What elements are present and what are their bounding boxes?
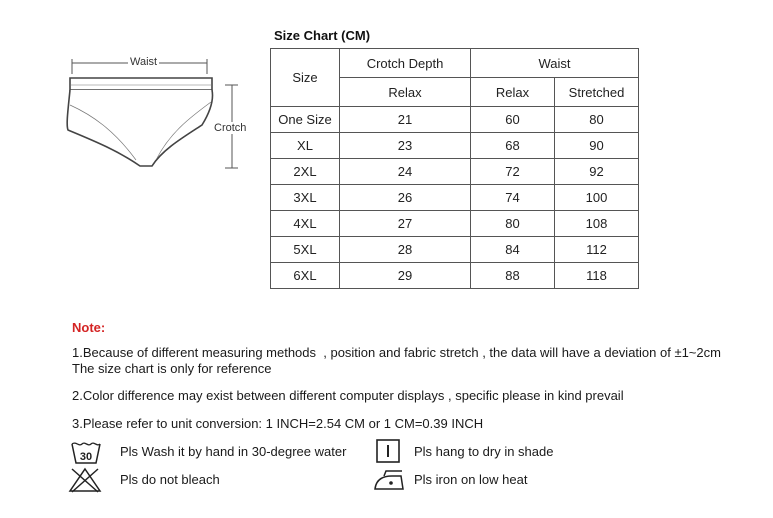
crotch-depth-header: Crotch Depth	[340, 49, 471, 78]
crotch-cell: 23	[340, 133, 471, 159]
waist-relax-cell: 88	[471, 263, 555, 289]
size-cell: XL	[271, 133, 340, 159]
waist-relax-cell: 84	[471, 237, 555, 263]
table-row	[271, 185, 639, 211]
crotch-cell: 24	[340, 159, 471, 185]
table-row	[271, 159, 639, 185]
waist-label: Waist	[130, 56, 158, 68]
size-cell: 5XL	[271, 237, 340, 263]
size-cell: 4XL	[271, 211, 340, 237]
waist-stretched-cell: 118	[555, 263, 639, 289]
note-title: Note:	[72, 320, 106, 335]
waist-stretched-cell: 92	[555, 159, 639, 185]
waist-relax-cell: 74	[471, 185, 555, 211]
note-line-1a: 1.Because of different measuring methods , position and fabric stretch , the data will have a deviation of ±1~2cm	[72, 345, 721, 360]
crotch-label: Crotch	[214, 122, 247, 134]
waist-relax-cell: 72	[471, 159, 555, 185]
note-line-3: 3.Please refer to unit conversion: 1 INCH=2.54 CM or 1 CM=0.39 INCH	[72, 416, 484, 431]
crotch-relax-header: Relax	[340, 78, 471, 107]
care-iron-text: Pls iron on low heat	[414, 472, 528, 487]
waist-stretched-cell: 90	[555, 133, 639, 159]
waist-header: Waist	[471, 49, 639, 78]
table-row	[271, 211, 639, 237]
crotch-cell: 28	[340, 237, 471, 263]
care-wash-text: Pls Wash it by hand in 30-degree water	[120, 444, 347, 459]
care-hang-text: Pls hang to dry in shade	[414, 444, 554, 459]
measurement-diagram	[52, 50, 252, 180]
waist-stretched-cell: 108	[555, 211, 639, 237]
no-bleach-icon	[68, 467, 102, 498]
waist-relax-header: Relax	[471, 78, 555, 107]
size-cell: One Size	[271, 107, 340, 133]
table-row	[271, 237, 639, 263]
crotch-cell: 29	[340, 263, 471, 289]
underwear-outline-icon	[52, 50, 252, 180]
waist-relax-cell: 60	[471, 107, 555, 133]
table-row	[271, 133, 639, 159]
note-line-1b: The size chart is only for reference	[72, 361, 272, 376]
crotch-cell: 27	[340, 211, 471, 237]
care-bleach-text: Pls do not bleach	[120, 472, 220, 487]
crotch-cell: 26	[340, 185, 471, 211]
waist-stretched-cell: 100	[555, 185, 639, 211]
waist-stretched-cell: 112	[555, 237, 639, 263]
waist-stretched-cell: 80	[555, 107, 639, 133]
size-cell: 2XL	[271, 159, 340, 185]
size-chart-title: Size Chart (CM)	[274, 28, 371, 43]
size-chart-table	[270, 48, 639, 289]
wash-temp-label: 30	[79, 451, 93, 463]
waist-stretched-header: Stretched	[555, 78, 639, 107]
waist-relax-cell: 80	[471, 211, 555, 237]
table-row	[271, 107, 639, 133]
size-header: Size	[271, 49, 340, 107]
table-row	[271, 263, 639, 289]
iron-low-heat-icon	[372, 468, 406, 497]
crotch-cell: 21	[340, 107, 471, 133]
size-cell: 6XL	[271, 263, 340, 289]
size-cell: 3XL	[271, 185, 340, 211]
line-dry-shade-icon	[375, 438, 401, 469]
waist-relax-cell: 68	[471, 133, 555, 159]
note-line-2: 2.Color difference may exist between different computer displays , specific please in kind prevail	[72, 388, 624, 403]
